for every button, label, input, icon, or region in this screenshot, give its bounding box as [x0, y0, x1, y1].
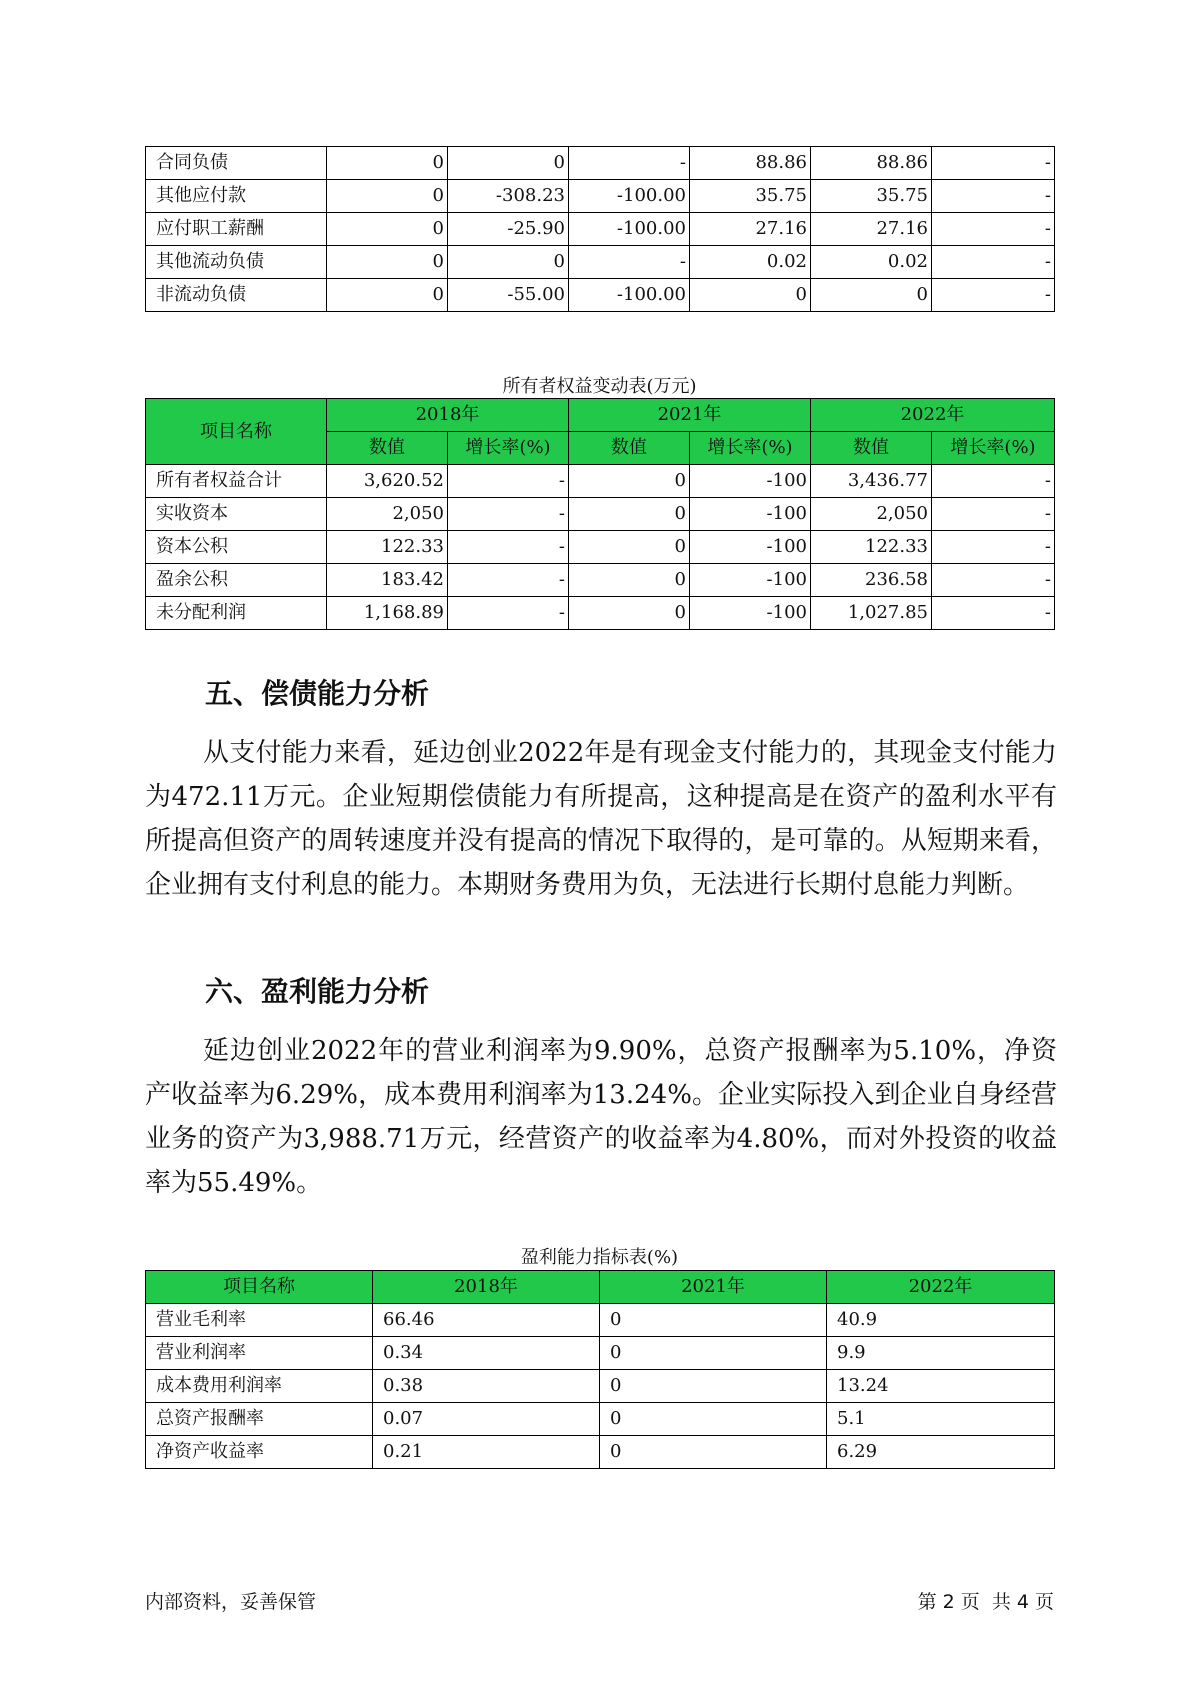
table-row [146, 246, 1055, 279]
table-cell: - [932, 465, 1055, 498]
equity-subheader-value: 数值 [811, 432, 932, 465]
table-cell: 6.29 [827, 1436, 1055, 1469]
table-cell: - [932, 498, 1055, 531]
row-label-cell: 其他流动负债 [146, 246, 327, 279]
table-cell: 0 [569, 597, 690, 630]
row-label-cell: 净资产收益率 [146, 1436, 373, 1469]
table-cell: 0.02 [690, 246, 811, 279]
table-cell: - [448, 531, 569, 564]
table-cell: 9.9 [827, 1337, 1055, 1370]
table-cell: 13.24 [827, 1370, 1055, 1403]
row-label-cell: 应付职工薪酬 [146, 213, 327, 246]
row-label-cell: 资本公积 [146, 531, 327, 564]
table-cell: 0 [600, 1337, 827, 1370]
table-cell: -100 [690, 465, 811, 498]
section-heading-profitability: 六、盈利能力分析 [205, 975, 430, 1008]
table-cell: 0 [569, 531, 690, 564]
table-cell: 0 [327, 246, 448, 279]
table-cell: 0 [569, 465, 690, 498]
table-cell: 40.9 [827, 1304, 1055, 1337]
table-cell: 27.16 [690, 213, 811, 246]
table-cell: 2,050 [811, 498, 932, 531]
table-cell: 0 [600, 1403, 827, 1436]
table-row [146, 1436, 1055, 1469]
table-cell: 0 [569, 564, 690, 597]
table-cell: 0.38 [373, 1370, 600, 1403]
equity-header-item: 项目名称 [146, 399, 327, 465]
table-cell: 2,050 [327, 498, 448, 531]
equity-header-year: 2018年 [327, 399, 569, 432]
table-cell: 1,168.89 [327, 597, 448, 630]
table-cell: 27.16 [811, 213, 932, 246]
profit-header-year: 2018年 [373, 1271, 600, 1304]
table-cell: - [932, 147, 1055, 180]
table-cell: -100 [690, 531, 811, 564]
table-cell: - [932, 279, 1055, 312]
row-label-cell: 未分配利润 [146, 597, 327, 630]
table-cell: - [932, 597, 1055, 630]
table-cell: - [448, 597, 569, 630]
table-row [146, 531, 1055, 564]
table-cell: 0.02 [811, 246, 932, 279]
row-label-cell: 营业利润率 [146, 1337, 373, 1370]
table-cell: 236.58 [811, 564, 932, 597]
row-label-cell: 其他应付款 [146, 180, 327, 213]
table-cell: -100 [690, 597, 811, 630]
table-row [146, 147, 1055, 180]
row-label-cell: 非流动负债 [146, 279, 327, 312]
row-label-cell: 营业毛利率 [146, 1304, 373, 1337]
table-cell: 88.86 [811, 147, 932, 180]
row-label-cell: 盈余公积 [146, 564, 327, 597]
table-cell: 122.33 [811, 531, 932, 564]
table-cell: 0 [569, 498, 690, 531]
table-cell: 88.86 [690, 147, 811, 180]
table-cell: 0 [448, 147, 569, 180]
table-cell: -25.90 [448, 213, 569, 246]
table-cell: 5.1 [827, 1403, 1055, 1436]
table-cell: 0 [327, 147, 448, 180]
profit-header-item: 项目名称 [146, 1271, 373, 1304]
table-cell: -308.23 [448, 180, 569, 213]
table-cell: 122.33 [327, 531, 448, 564]
table-cell: 0 [690, 279, 811, 312]
liability-table [145, 146, 1055, 312]
table-cell: - [569, 147, 690, 180]
row-label-cell: 实收资本 [146, 498, 327, 531]
table-row [146, 180, 1055, 213]
footer-page-number: 第 2 页 共 4 页 [917, 1591, 1054, 1613]
table-row [146, 1337, 1055, 1370]
table-row [146, 498, 1055, 531]
table-row [146, 465, 1055, 498]
table-cell: 0 [327, 279, 448, 312]
equity-header-year: 2022年 [811, 399, 1055, 432]
table-cell: 0.07 [373, 1403, 600, 1436]
equity-subheader-growth: 增长率(%) [690, 432, 811, 465]
table-cell: -100 [690, 498, 811, 531]
section-heading-solvency: 五、偿债能力分析 [205, 677, 430, 710]
table-cell: 0.34 [373, 1337, 600, 1370]
profit-header-year: 2021年 [600, 1271, 827, 1304]
table-cell: -100.00 [569, 279, 690, 312]
table-cell: - [448, 498, 569, 531]
table-cell: - [569, 246, 690, 279]
table-cell: 0.21 [373, 1436, 600, 1469]
equity-subheader-value: 数值 [327, 432, 448, 465]
table-cell: - [932, 246, 1055, 279]
table-cell: 3,620.52 [327, 465, 448, 498]
table-cell: 0 [327, 213, 448, 246]
table-cell: 0 [327, 180, 448, 213]
table-cell: 35.75 [811, 180, 932, 213]
table-cell: 35.75 [690, 180, 811, 213]
row-label-cell: 所有者权益合计 [146, 465, 327, 498]
table-cell: -55.00 [448, 279, 569, 312]
table-cell: - [448, 465, 569, 498]
table-cell: - [932, 180, 1055, 213]
equity-table-caption: 所有者权益变动表(万元) [502, 376, 697, 397]
table-row [146, 1370, 1055, 1403]
table-cell: -100.00 [569, 180, 690, 213]
equity-subheader-growth: 增长率(%) [448, 432, 569, 465]
table-cell: -100 [690, 564, 811, 597]
table-cell: 66.46 [373, 1304, 600, 1337]
row-label-cell: 成本费用利润率 [146, 1370, 373, 1403]
table-row [146, 564, 1055, 597]
profit-table [145, 1270, 1055, 1469]
table-cell: - [932, 531, 1055, 564]
table-cell: - [932, 564, 1055, 597]
profit-header-year: 2022年 [827, 1271, 1055, 1304]
equity-subheader-growth: 增长率(%) [932, 432, 1055, 465]
profit-table-caption: 盈利能力指标表(%) [520, 1247, 679, 1268]
footer-left: 内部资料，妥善保管 [145, 1591, 317, 1613]
table-row [146, 213, 1055, 246]
table-row [146, 1304, 1055, 1337]
section-paragraph-profitability: 延边创业2022年的营业利润率为9.90%，总资产报酬率为5.10%，净资产收益率为6.29%，成本费用利润率为13.24%。企业实际投入到企业自身经营业务的资产为3,988.71万元，经营资产的收益率为4.80%，而对外投资的收益率为55.49%。 [145, 1036, 1057, 1198]
table-cell: - [932, 213, 1055, 246]
table-cell: -100.00 [569, 213, 690, 246]
table-cell: 0 [448, 246, 569, 279]
row-label-cell: 总资产报酬率 [146, 1403, 373, 1436]
table-cell: 0 [600, 1370, 827, 1403]
table-cell: - [448, 564, 569, 597]
table-cell: 0 [600, 1304, 827, 1337]
table-cell: 0 [600, 1436, 827, 1469]
table-cell: 3,436.77 [811, 465, 932, 498]
equity-subheader-value: 数值 [569, 432, 690, 465]
table-row [146, 279, 1055, 312]
table-cell: 1,027.85 [811, 597, 932, 630]
section-paragraph-solvency: 从支付能力来看，延边创业2022年是有现金支付能力的，其现金支付能力为472.11万元。企业短期偿债能力有所提高，这种提高是在资产的盈利水平有所提高但资产的周转速度并没有提高的情况下取得的，是可靠的。从短期来看，企业拥有支付利息的能力。本期财务费用为负，无法进行长期付息能力判断。 [145, 738, 1057, 900]
table-row [146, 597, 1055, 630]
equity-header-year: 2021年 [569, 399, 811, 432]
row-label-cell: 合同负债 [146, 147, 327, 180]
table-cell: 183.42 [327, 564, 448, 597]
table-row [146, 1403, 1055, 1436]
table-cell: 0 [811, 279, 932, 312]
equity-table [145, 398, 1055, 630]
